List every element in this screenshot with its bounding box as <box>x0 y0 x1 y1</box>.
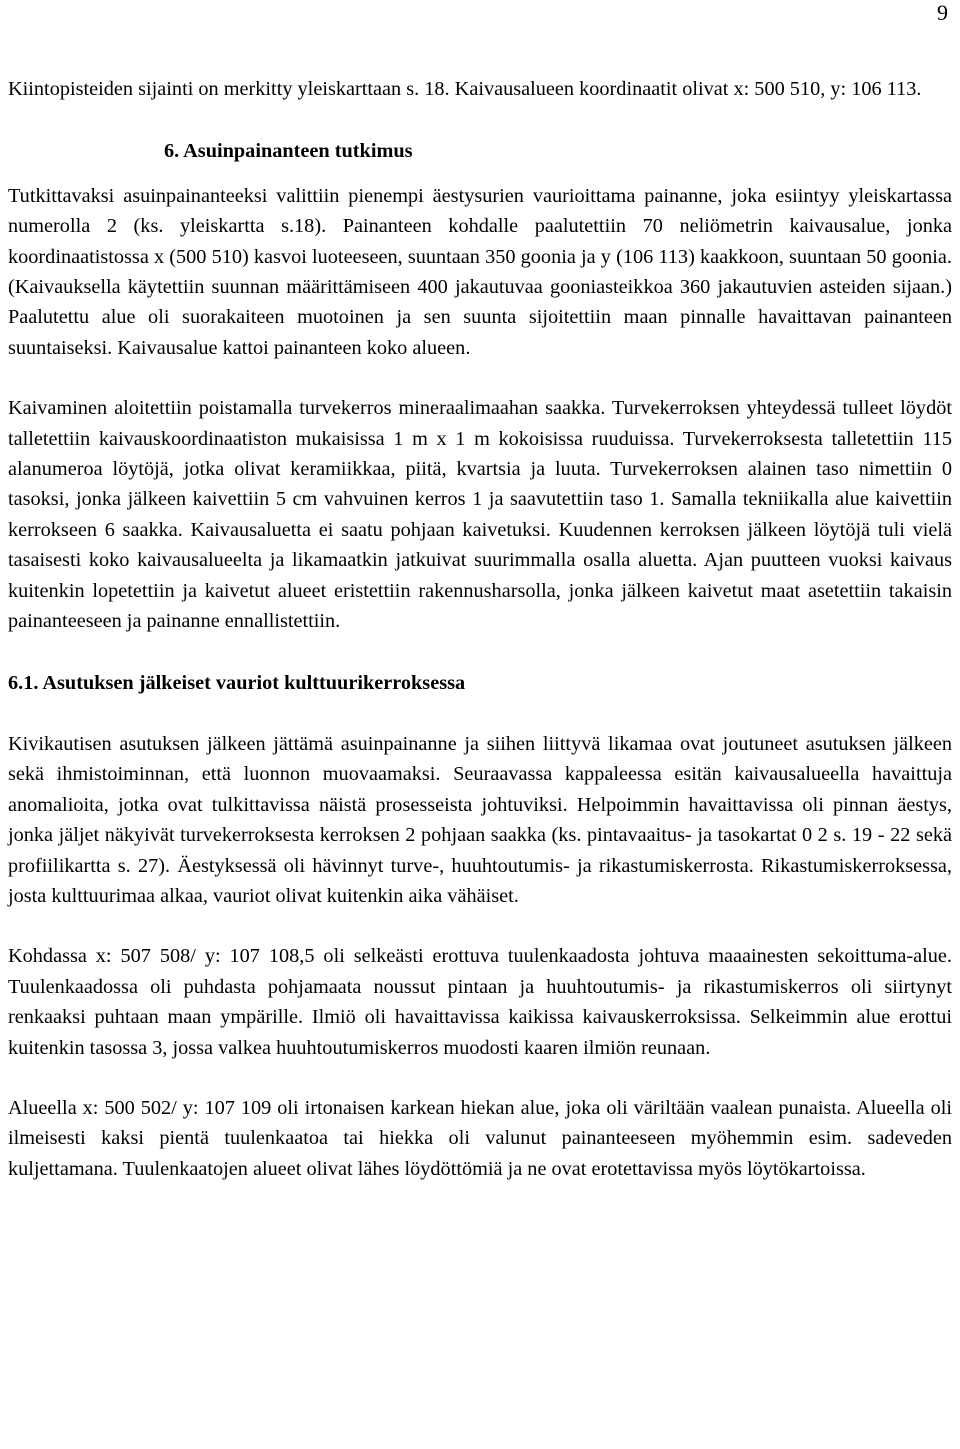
section-6-1-paragraph-1: Kivikautisen asutuksen jälkeen jättämä asuinpainanne ja siihen liittyvä likamaa ovat joutuneet asutuksen jälkeen sekä ihmistoiminnan, että luonnon muovaamaksi. Seuraavassa kappaleessa esitän kaivausalueella havaittuja anomalioita, jotka ovat tulkittavissa näistä prosesseista johtuviksi. Helpoimmin havaittavissa oli pinnan äestys, jonka jäljet näkyivät turvekerroksesta kerroksen 2 pohjaan saakka (ks. pintavaaitus- ja tasokartat 0 2 s. 19 - 22 sekä profiilikartta s. 27). Äestyksessä oli hävinnyt turve-, huuhtoutumis- ja rikastumiskerrosta. Rikastumiskerroksessa, josta kulttuurimaa alkaa, vauriot olivat kuitenkin aika vähäiset. <box>8 732 952 907</box>
section-6-1-paragraph-3: Alueella x: 500 502/ y: 107 109 oli irtonaisen karkean hiekan alue, joka oli väriltään vaalean punaista. Alueella oli ilmeisesti kaksi pientä tuulenkaatoa tai hiekka oli valunut painanteeseen myöhemmin esim. sadeveden kuljettamana. Tuulenkaatojen alueet olivat lähes löydöttömiä ja ne ovat erotettavissa myös löytökartoissa. <box>8 1096 952 1180</box>
section-6-paragraph-1: Tutkittavaksi asuinpainanteeksi valittiin pienempi äestysurien vaurioittama painanne, joka esiintyy yleiskartassa numerolla 2 (ks. yleiskartta s.18). Painanteen kohdalle paalutettiin 70 neliömetrin kaivausalue, jonka koordinaatistossa x (500 510) kasvoi luoteeseen, suuntaan 350 goonia ja y (106 113) kaakkoon, suuntaan 50 goonia. (Kaivauksella käytettiin suunnan määrittämiseen 400 jakautuvaa gooniasteikkoa 360 jakautuvien asteiden sijaan.) Paalutettu alue oli suorakaiteen muotoinen ja sen suunta sijoitettiin maan pinnalle havaittavan painanteen suuntaiseksi. Kaivausalue kattoi painanteen koko alueen. <box>8 184 952 359</box>
document-body <box>8 74 952 1184</box>
page-number: 9 <box>937 0 948 25</box>
intro-paragraph: Kiintopisteiden sijainti on merkitty yleiskarttaan s. 18. Kaivausalueen koordinaatit olivat x: 500 510, y: 106 113. <box>8 78 922 100</box>
section-heading-6: 6. Asuinpainanteen tutkimus <box>164 140 413 163</box>
section-heading-6-1: 6.1. Asutuksen jälkeiset vauriot kulttuurikerroksessa <box>8 671 466 694</box>
section-6-1-paragraph-2: Kohdassa x: 507 508/ y: 107 108,5 oli selkeästi erottuva tuulenkaadosta johtuva maaainesten sekoittuma-alue. Tuulenkaadossa oli puhdasta pohjamaata noussut pintaan ja huuhtoutumis- ja rikastumiskerros oli siirtynyt renkaaksi puhtaan maan ympärille. Ilmiö oli havaittavissa kaikissa kaivauskerroksissa. Selkeimmin alue erottui kuitenkin tasossa 3, jossa valkea huuhtoutumiskerros muodosti kaaren ilmiön reunaan. <box>8 945 952 1059</box>
section-6-paragraph-2: Kaivaminen aloitettiin poistamalla turvekerros mineraalimaahan saakka. Turvekerroksen yhteydessä tulleet löydöt talletettiin kaivauskoordinaatiston mukaisissa 1 m x 1 m kokoisissa ruuduissa. Turvekerroksesta talletettiin 115 alanumeroa löytöjä, jotka olivat keramiikkaa, piitä, kvartsia ja luuta. Turvekerroksen alainen taso nimettiin 0 tasoksi, jonka jälkeen kaivettiin 5 cm vahvuinen kerros 1 ja saavutettiin taso 1. Samalla tekniikalla alue kaivettiin kerrokseen 6 saakka. Kaivausaluetta ei saatu pohjaan kaivetuksi. Kuudennen kerroksen jälkeen löytöjä tuli vielä tasaisesti koko kaivausalueelta ja likamaatkin jatkuivat suurimmalla osalla aluetta. Ajan puutteen vuoksi kaivaus kuitenkin lopetettiin ja kaivetut alueet eristettiin rakennusharsolla, jonka jälkeen kaivetut maat asetettiin takaisin painanteeseen ja painanne ennallistettiin. <box>8 397 952 633</box>
